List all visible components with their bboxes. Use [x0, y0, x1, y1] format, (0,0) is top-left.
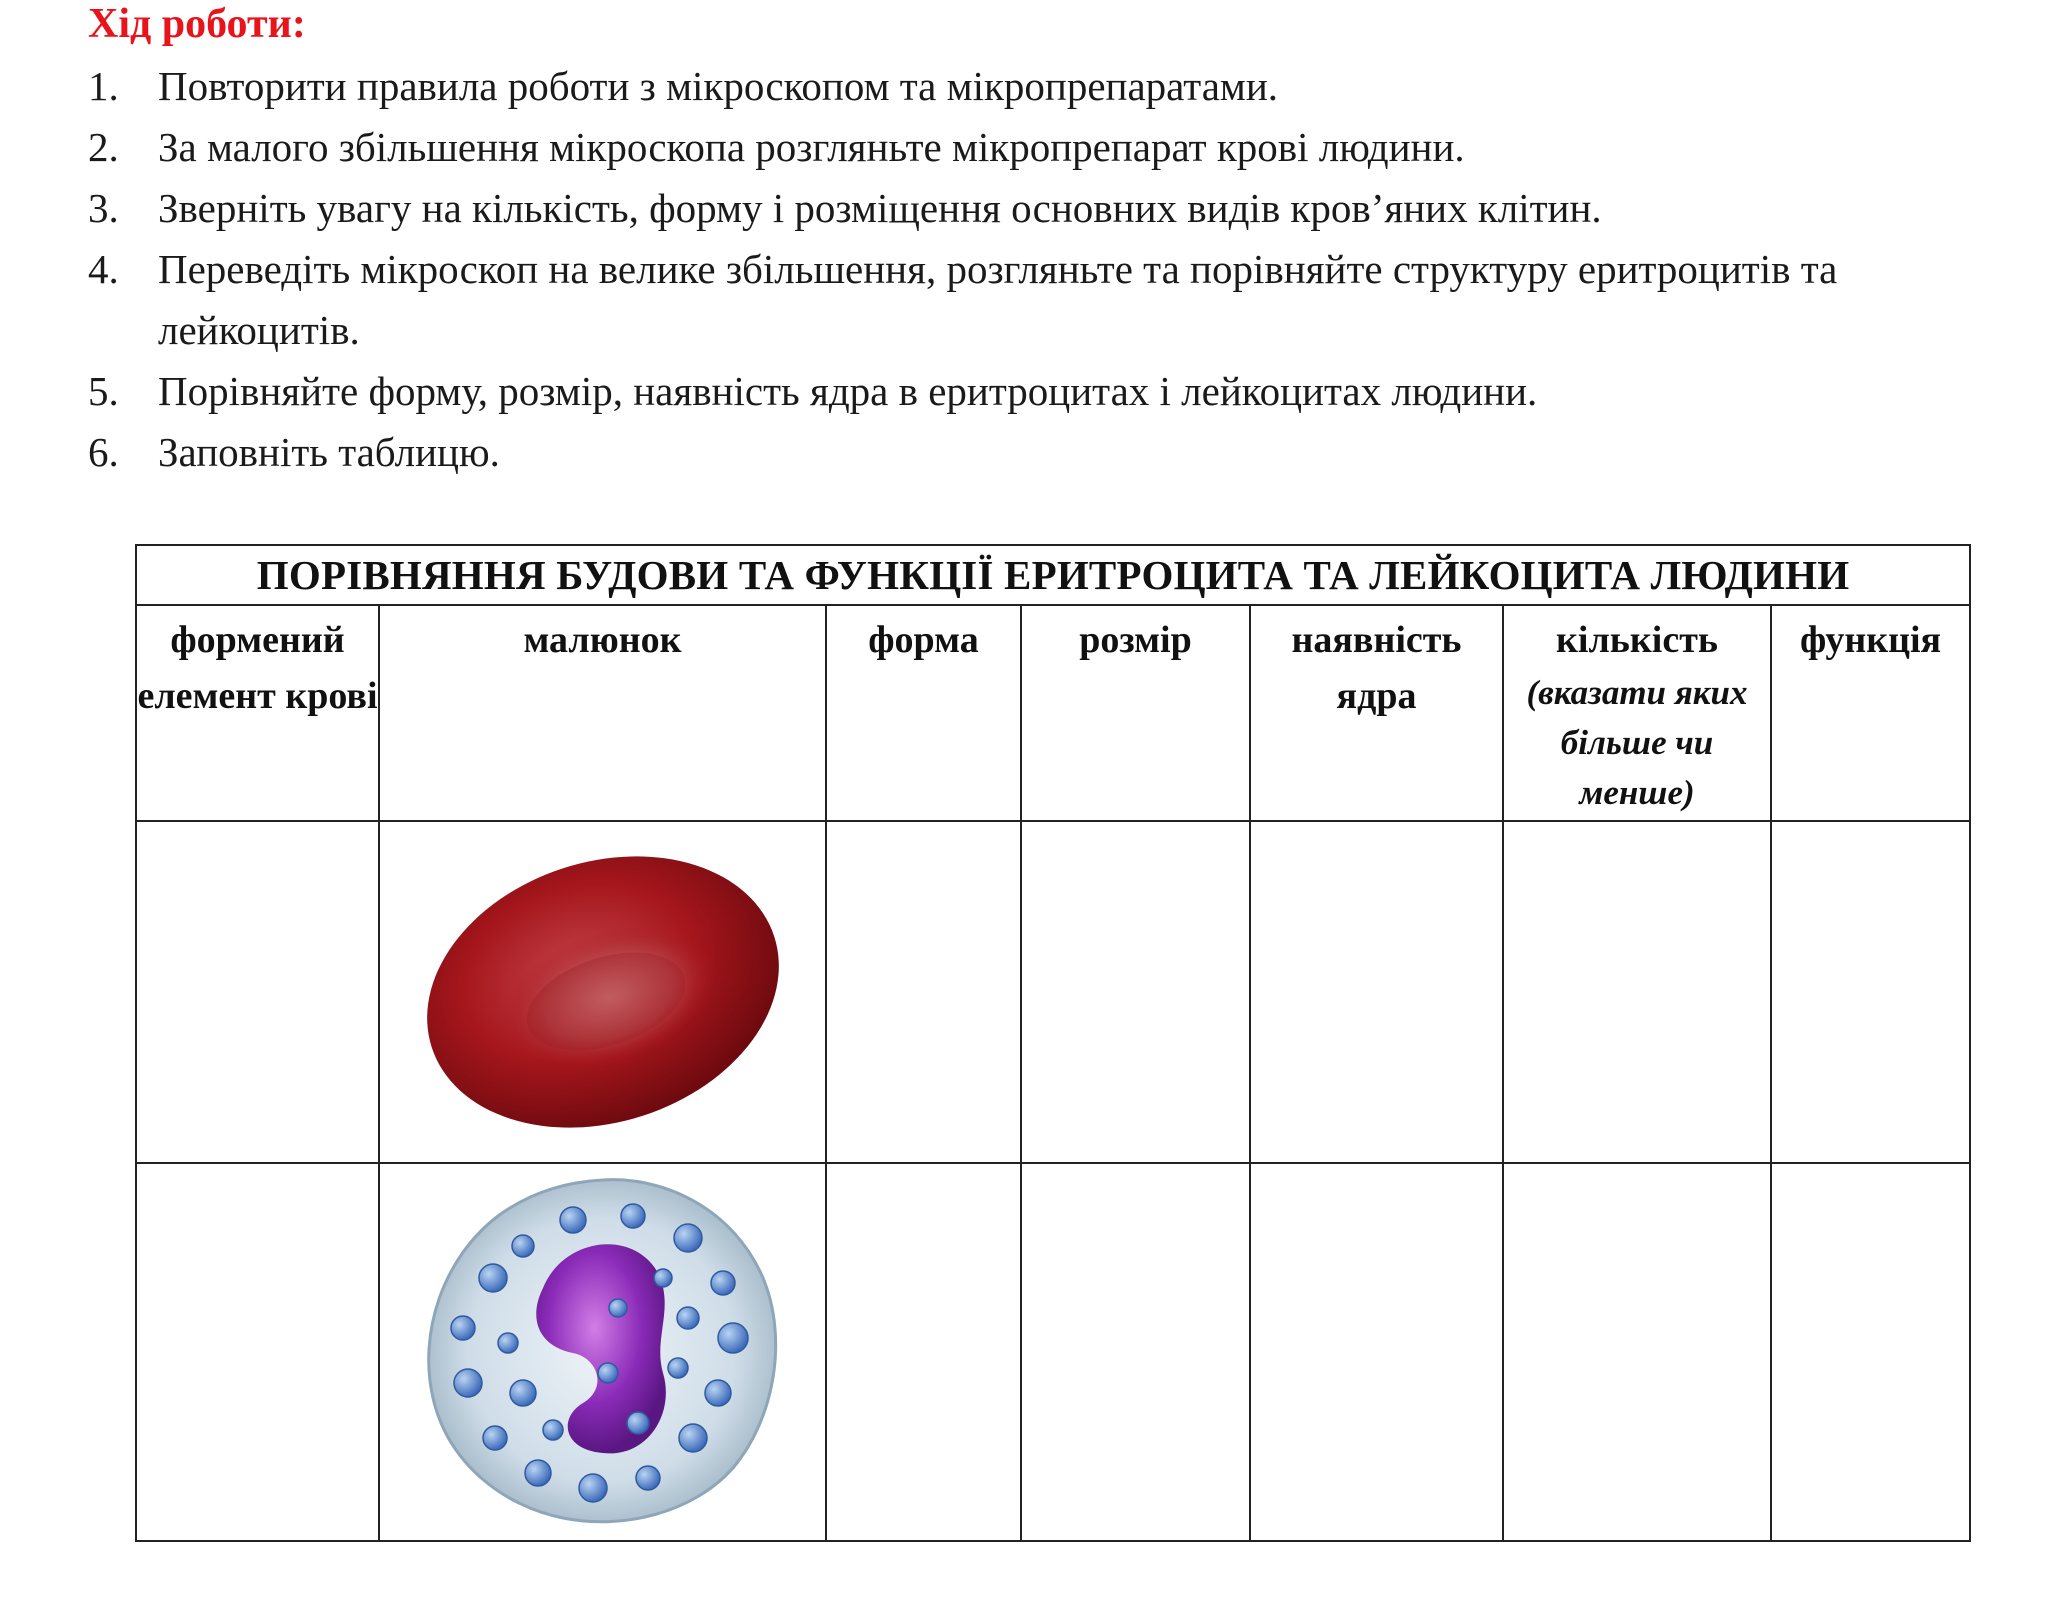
step-text: Переведіть мікроскоп на велике збільшення, розгляньте та порівняйте структуру еритроцитів та лейкоцитів.: [158, 246, 1838, 353]
table-title: ПОРІВНЯННЯ БУДОВИ ТА ФУНКЦІЇ ЕРИТРОЦИТА ТА ЛЕЙКОЦИТА ЛЮДИНИ: [136, 545, 1970, 605]
table-header-row: [136, 605, 1970, 821]
step-item: [88, 422, 1988, 483]
header-count: [1503, 605, 1771, 821]
step-text: За малого збільшення мікроскопа розгляньте мікропрепарат крові людини.: [158, 124, 1465, 170]
cell-function[interactable]: [1771, 821, 1970, 1163]
step-item: [88, 56, 1988, 117]
cell-size[interactable]: [1021, 1163, 1250, 1541]
cell-size[interactable]: [1021, 821, 1250, 1163]
step-number: 1.: [88, 63, 119, 109]
cell-element[interactable]: [136, 1163, 379, 1541]
step-text: Порівняйте форму, розмір, наявність ядра в еритроцитах і лейкоцитах людини.: [158, 368, 1538, 414]
step-item: [88, 361, 1988, 422]
cell-element[interactable]: [136, 821, 379, 1163]
cell-shape[interactable]: [826, 1163, 1021, 1541]
header-size: розмір: [1021, 605, 1250, 821]
cell-picture: [379, 821, 826, 1163]
cell-shape[interactable]: [826, 821, 1021, 1163]
step-text: Зверніть увагу на кількість, форму і розміщення основних видів кров’яних клітин.: [158, 185, 1602, 231]
comparison-table: [135, 544, 1971, 1542]
header-count-note: (вказати яких більше чи менше): [1526, 673, 1748, 812]
cell-function[interactable]: [1771, 1163, 1970, 1541]
header-shape: форма: [826, 605, 1021, 821]
step-item: [88, 239, 1988, 361]
header-picture: малюнок: [379, 605, 826, 821]
step-text: Заповніть таблицю.: [158, 429, 500, 475]
step-item: [88, 178, 1988, 239]
step-number: 6.: [88, 429, 119, 475]
header-element: формений елемент крові: [136, 605, 379, 821]
step-text: Повторити правила роботи з мікроскопом та мікропрепаратами.: [158, 63, 1279, 109]
section-heading: Хід роботи:: [88, 1, 306, 47]
steps-list: [88, 56, 1988, 483]
header-function: функція: [1771, 605, 1970, 821]
cell-picture: [379, 1163, 826, 1541]
table-row-erythrocyte: [136, 821, 1970, 1163]
step-number: 5.: [88, 368, 119, 414]
header-nucleus: наявність ядра: [1250, 605, 1503, 821]
cell-nucleus[interactable]: [1250, 1163, 1503, 1541]
step-number: 4.: [88, 246, 119, 292]
step-item: [88, 117, 1988, 178]
table-row-leukocyte: [136, 1163, 1970, 1541]
header-count-label: кількість: [1556, 619, 1718, 661]
cell-count[interactable]: [1503, 1163, 1771, 1541]
cell-nucleus[interactable]: [1250, 821, 1503, 1163]
step-number: 2.: [88, 124, 119, 170]
white-blood-cell-icon: [413, 1168, 793, 1536]
step-number: 3.: [88, 185, 119, 231]
red-blood-cell-icon: [403, 827, 803, 1157]
cell-count[interactable]: [1503, 821, 1771, 1163]
